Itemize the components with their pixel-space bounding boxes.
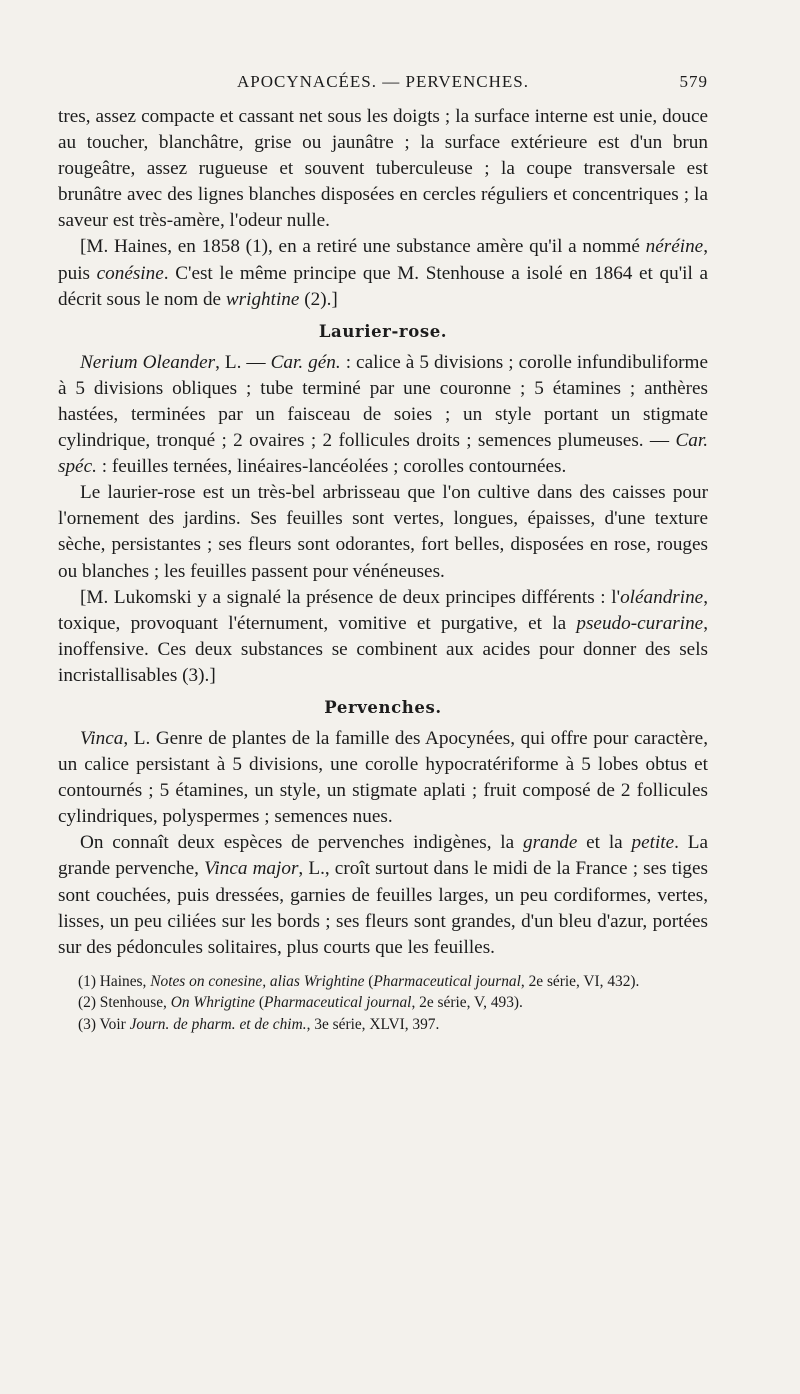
text-run: , 3e série, XLVI, 397. [306,1015,440,1033]
italic-term-pseudo-curarine: pseudo-curarine [576,612,704,634]
section-heading-pervenches: Pervenches. [324,697,442,717]
body-text [58,104,708,961]
paragraph-lukomski [58,585,708,689]
text-run: , puis [58,236,708,284]
italic-term-conesine: conésine [96,262,164,284]
paragraph-bark-description: tres, assez compacte et cassant net sous les doigts ; la surface interne est unie, douce au toucher, blanchâtre, grise ou jaunâtre ; la surface extérieure est d'un brun rougeâtre, assez rugueuse et souvent tuberculeuse ; la coupe transversale est brunâtre avec des lignes blanches disposées en cercles réguliers et concentriques ; la saveur est très-amère, l'odeur nulle. [58,106,708,232]
italic-term-nereine: néréine [645,236,704,258]
text-run: ( [254,994,264,1012]
italic-car-gen: Car. gén. [270,351,341,373]
running-head [58,60,708,90]
text-run: On connaît deux espèces de pervenches indigènes, la [80,832,523,854]
italic-term-wrightine: wrightine [225,288,300,310]
text-run: (2).] [299,288,338,310]
paragraph-vinca-species [58,830,708,960]
text-run: . La grande pervenche, [58,832,708,880]
page-number: 579 [679,72,708,91]
text-run: [M. Lukomski y a signalé la présence de deux principes différents : l' [80,586,621,608]
text-run: , L. Genre de plantes de la famille des Apocynées, qui offre pour caractère, un calice persistant à 5 divisions, une corolle hypocratériforme à 5 lobes obtus et contournés ; 5 étamines, un style, un stigmate aplati ; fruit composé de 2 follicules cylindriques, polyspermes ; semences nues. [58,727,708,828]
italic-genus-vinca: Vinca [80,727,124,749]
text-run: , toxique, provoquant l'éternument, vomitive et purgative, et la [58,586,708,634]
text-run: (2) Stenhouse, [78,994,171,1012]
text-run: . C'est le même principe que M. Stenhouse a isolé en 1864 et qu'il a décrit sous le nom de [58,262,708,310]
italic-journal-name: Journ. de pharm. et de chim. [129,1015,307,1033]
italic-journal-name: Pharmaceutical journal [263,994,412,1012]
text-run: et la [577,832,632,854]
italic-citation-title: Notes on conesine, alias Wrightine [150,972,365,990]
footnotes [58,971,708,1036]
text-run: (1) Haines, [78,972,151,990]
footnote-2 [58,992,708,1014]
italic-term-petite: petite [631,832,675,854]
text-run: : calice à 5 divisions ; corolle infundibuliforme à 5 divisions obliques ; tube terminé par une couronne ; 5 étamines ; anthères hastées, terminées par un faisceau de soies ; un style portant un stigmate cylindrique, tronqué ; 2 ovaires ; 2 follicules droits ; semences plumeuses. — [58,351,709,452]
italic-car-spec: Car. spéc. [58,430,708,478]
footnote-3 [58,1014,708,1036]
paragraph-haines-conesine [58,234,708,312]
paragraph-laurier-rose-description: Le laurier-rose est un très-bel arbrisseau que l'on cultive dans des caisses pour l'ornement des jardins. Ses feuilles sont vertes, longues, épaisses, d'une texture sèche, persistantes ; ses fleurs sont odorantes, fort belles, disposées en rose, rouges ou blanches ; les feuilles passent pour vénéneuses. [58,482,708,582]
text-run: , L., croît surtout dans le midi de la France ; ses tiges sont couchées, puis dressées, garnies de feuilles larges, un peu cordiformes, vertes, lisses, un peu ciliées sur les bords ; ses fleurs sont grandes, d'un bleu d'azur, portées sur des pédoncules solitaires, plus courts que les feuilles. [58,858,708,958]
paragraph-nerium-characters [58,350,708,480]
text-run: , L. — [215,351,271,373]
text-run: , inoffensive. Ces deux substances se combinent aux acides pour donner des sels incristallisables (3).] [58,612,708,686]
italic-term-oleandrine: oléandrine [620,586,704,608]
text-run: ( [364,972,374,990]
footnote-1 [58,971,708,993]
text-run: : feuilles ternées, linéaires-lancéolées ; corolles contournées. [96,456,567,478]
italic-citation-title: On Whrigtine [170,994,255,1012]
text-run: (3) Voir [78,1015,130,1033]
italic-journal-name: Pharmaceutical journal [373,972,521,990]
text-run: , 2e série, V, 493). [411,994,523,1012]
paragraph-vinca-genus [58,726,708,830]
italic-term-grande: grande [522,832,578,854]
italic-species-vinca-major: Vinca major [204,858,299,880]
italic-species-name: Nerium Oleander [80,351,216,373]
running-head-title: APOCYNACÉES. — PERVENCHES. [237,72,529,91]
text-run: [M. Haines, en 1858 (1), en a retiré une substance amère qu'il a nommé [80,236,646,258]
text-run: , 2e série, VI, 432). [520,972,640,990]
section-heading-laurier-rose: Laurier-rose. [318,321,448,341]
